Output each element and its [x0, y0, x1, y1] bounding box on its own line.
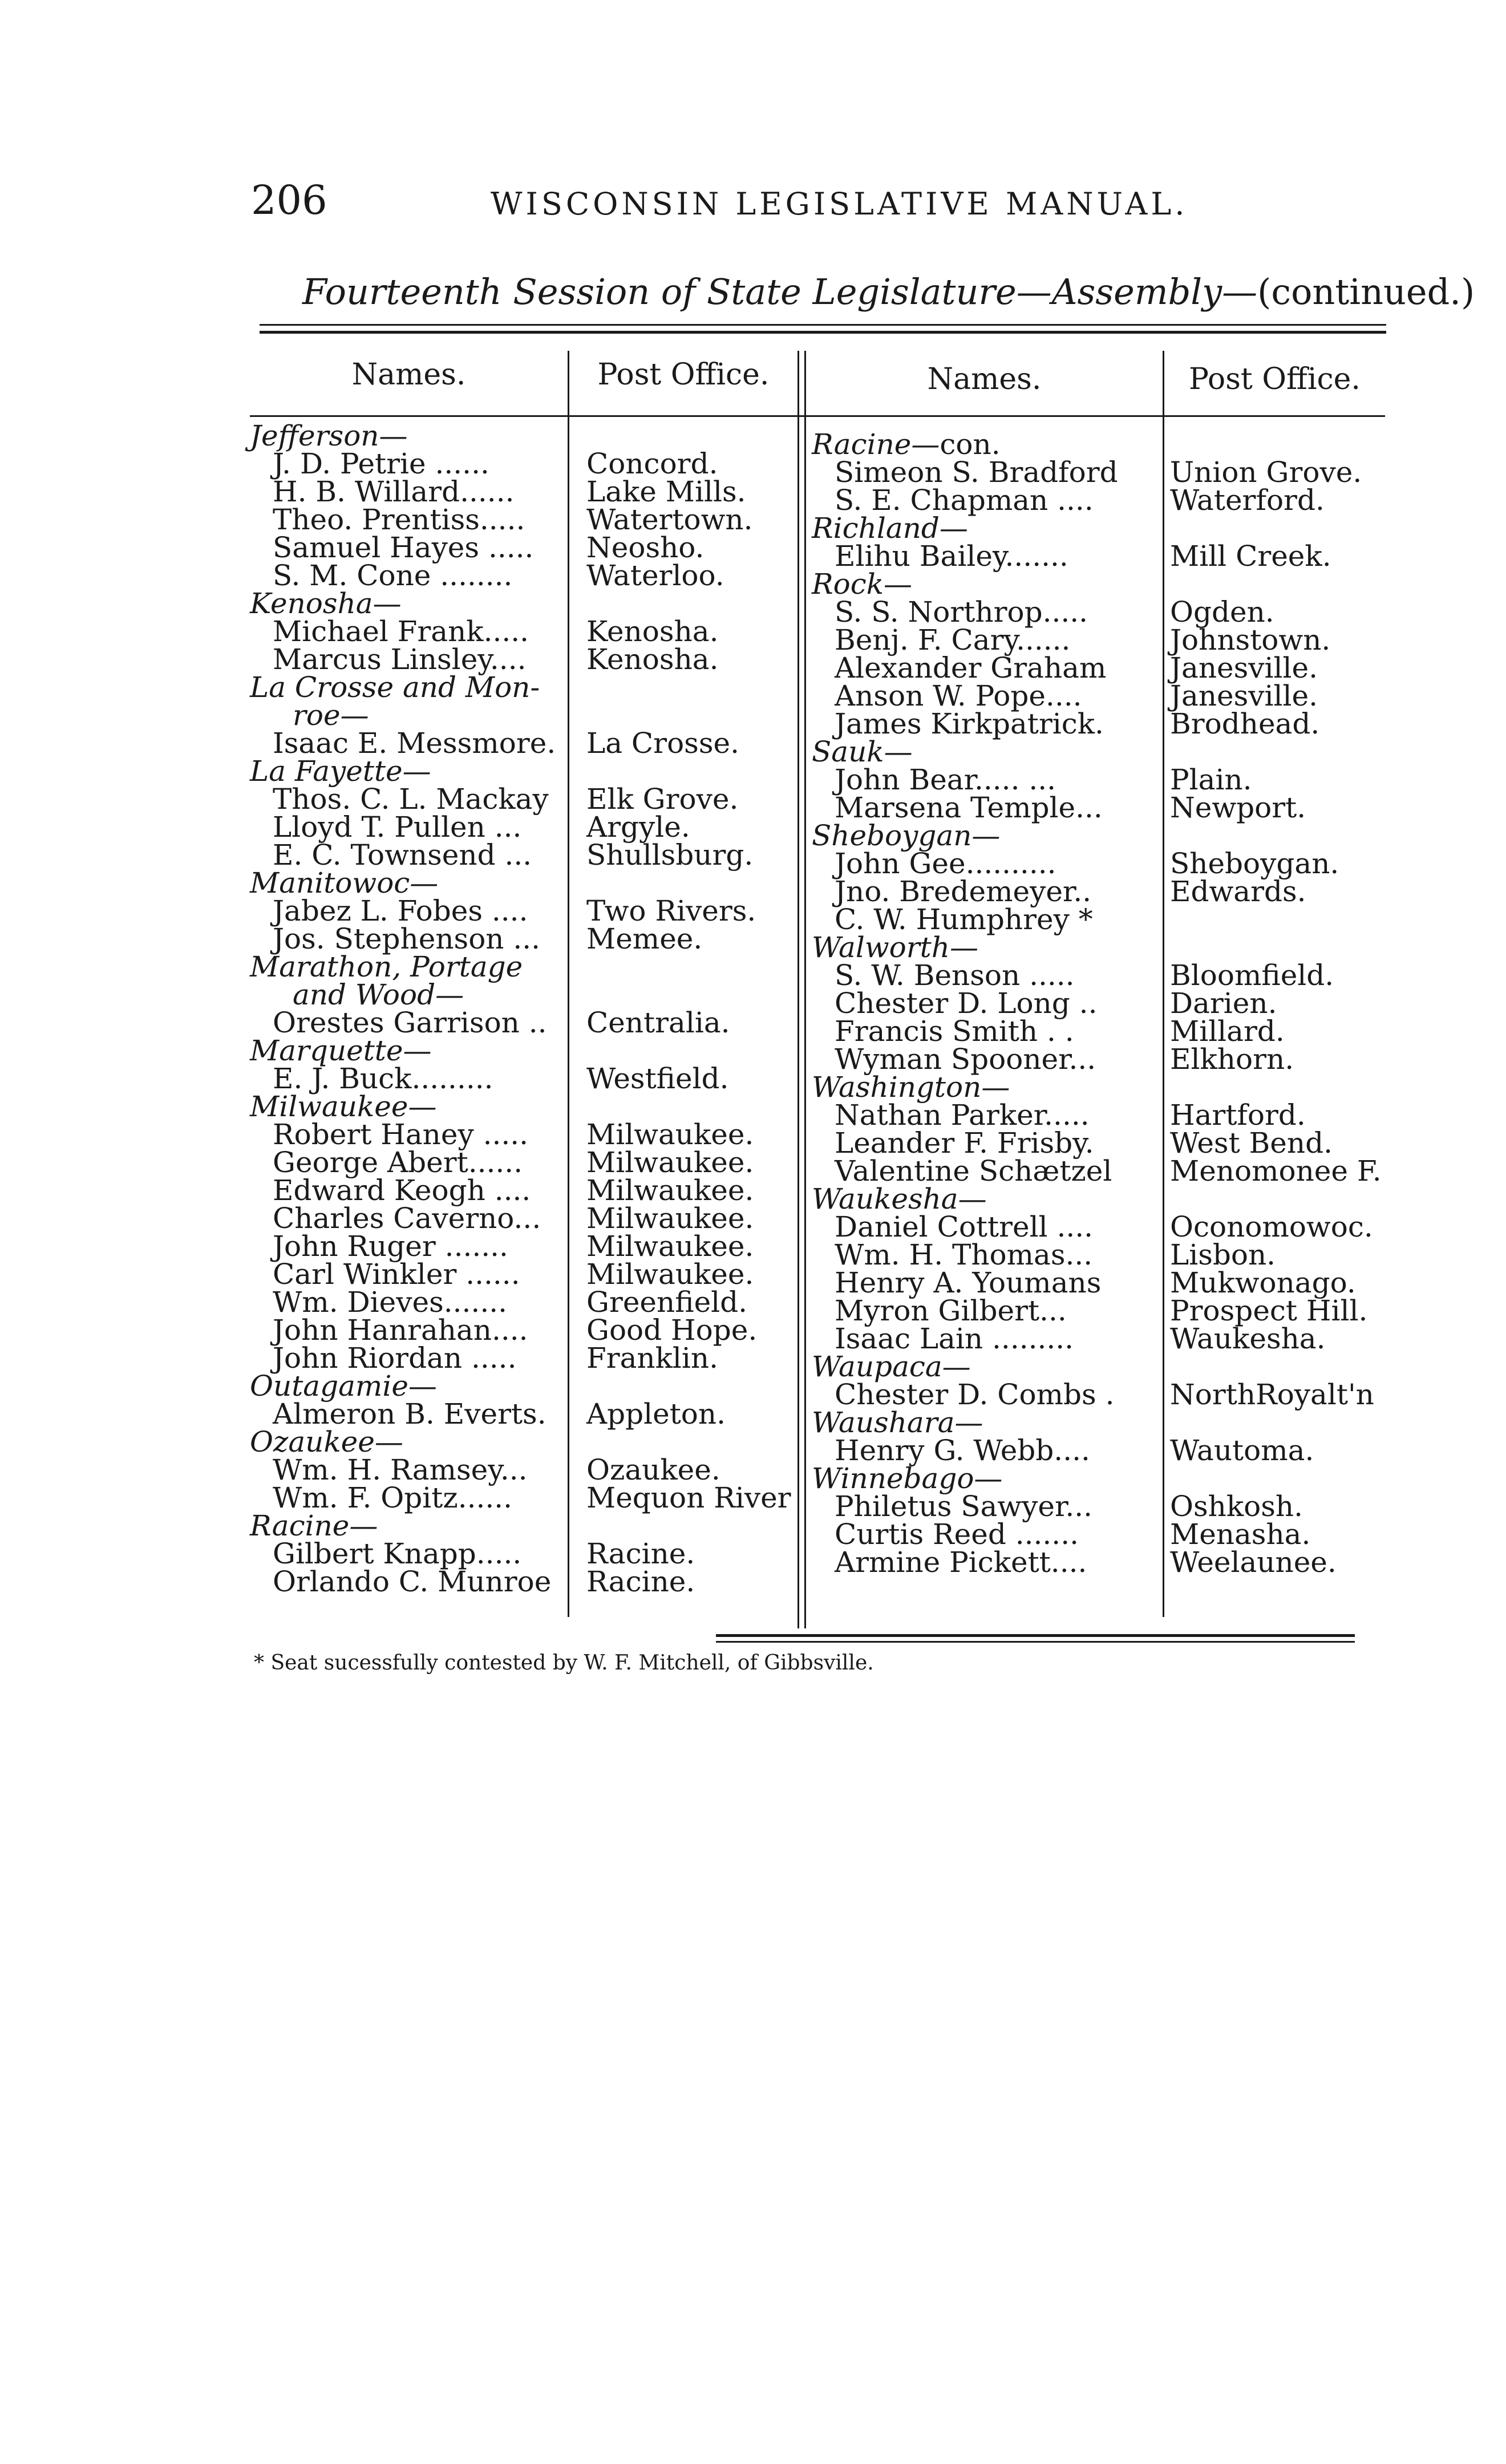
county-heading: [812, 1406, 1385, 1439]
member-name: Myron Gilbert...: [835, 1294, 1067, 1327]
post-office: Milwaukee.: [586, 1174, 754, 1207]
county-name: Waushara—: [812, 1406, 983, 1439]
member-row: [812, 987, 1385, 1020]
member-name: Carl Winkler ......: [273, 1258, 520, 1291]
county-name: Rock—: [812, 568, 913, 601]
member-row: [250, 1230, 797, 1263]
post-office: Milwaukee.: [586, 1230, 754, 1263]
county-name: La Crosse and Mon-: [250, 671, 540, 704]
member-row: [250, 838, 797, 872]
member-name: E. J. Buck.........: [273, 1062, 493, 1095]
member-row: [250, 1397, 797, 1430]
member-row: [250, 643, 797, 676]
post-office: Brodhead.: [1170, 707, 1320, 740]
member-name: Thos. C. L. Mackay: [273, 783, 549, 816]
county-heading: [812, 819, 1385, 852]
member-row: [812, 595, 1385, 629]
post-office: Mukwonago.: [1170, 1266, 1356, 1299]
member-row: [812, 875, 1385, 908]
county-continued: con.: [940, 428, 1001, 461]
post-office: Janesville.: [1170, 679, 1318, 712]
post-office: Johnstown.: [1170, 623, 1331, 656]
member-row: [250, 1342, 797, 1375]
member-name: J. D. Petrie ......: [273, 447, 489, 480]
county-heading: [250, 1034, 797, 1067]
post-office: Milwaukee.: [586, 1118, 754, 1151]
page-number: 206: [251, 177, 327, 224]
county-heading: [812, 512, 1385, 545]
county-heading: [812, 735, 1385, 768]
member-row: [250, 894, 797, 927]
member-row: [250, 727, 797, 760]
county-heading: [812, 1350, 1385, 1383]
member-name: John Bear..... ...: [835, 763, 1056, 796]
post-office: Milwaukee.: [586, 1146, 754, 1179]
member-row: [812, 1210, 1385, 1243]
county-name: Racine—: [250, 1509, 378, 1542]
member-name: Almeron B. Everts.: [273, 1397, 546, 1430]
member-name: Gilbert Knapp.....: [273, 1537, 522, 1570]
county-name: Ozaukee—: [250, 1425, 403, 1458]
member-name: Theo. Prentiss.....: [273, 503, 525, 536]
county-heading: [812, 1182, 1385, 1215]
post-office: Kenosha.: [586, 615, 719, 648]
member-row: [812, 456, 1385, 489]
post-office: Franklin.: [586, 1342, 718, 1375]
member-name: George Abert......: [273, 1146, 523, 1179]
member-name: Chester D. Combs .: [835, 1378, 1115, 1411]
post-office: Elk Grove.: [586, 783, 739, 816]
member-row: [812, 1294, 1385, 1327]
member-name: Orlando C. Munroe: [273, 1565, 552, 1598]
member-row: [250, 475, 797, 508]
post-office: Plain.: [1170, 763, 1252, 796]
member-name: Leander F. Frisby.: [835, 1126, 1094, 1160]
county-name: Winnebago—: [812, 1462, 1003, 1495]
member-name: John Gee..........: [835, 847, 1056, 880]
member-row: [812, 1518, 1385, 1551]
post-office: Waterford.: [1170, 484, 1325, 517]
county-heading: [250, 978, 797, 1011]
post-office: Darien.: [1170, 987, 1277, 1020]
member-row: [250, 922, 797, 955]
post-office: Waukesha.: [1170, 1322, 1326, 1355]
header-rule: [250, 415, 1385, 417]
post-office: La Crosse.: [586, 727, 739, 760]
member-row: [250, 1146, 797, 1179]
member-row: [812, 1043, 1385, 1076]
member-row: [250, 783, 797, 816]
member-name: Benj. F. Cary......: [835, 623, 1071, 656]
top-rule-thick: [260, 331, 1386, 334]
member-name: S. E. Chapman ....: [835, 484, 1094, 517]
county-name: Racine—con.: [812, 428, 1001, 461]
county-heading: [250, 1369, 797, 1403]
county-name: Waukesha—: [812, 1182, 987, 1215]
member-row: [812, 1434, 1385, 1467]
member-row: [812, 1378, 1385, 1411]
member-row: [812, 903, 1385, 936]
member-row: [250, 1314, 797, 1347]
post-office: Union Grove.: [1170, 456, 1362, 489]
member-row: [250, 1006, 797, 1039]
post-office: Waterloo.: [586, 559, 724, 592]
member-name: Wm. H. Thomas...: [835, 1238, 1093, 1271]
post-office: Good Hope.: [586, 1314, 758, 1347]
member-name: S. S. Northrop.....: [835, 595, 1088, 629]
member-name: Edward Keogh ....: [273, 1174, 531, 1207]
post-office: Hartford.: [1170, 1099, 1306, 1132]
post-office: Mill Creek.: [1170, 540, 1331, 573]
post-office: Bloomfield.: [1170, 959, 1334, 992]
member-name: S. M. Cone ........: [273, 559, 513, 592]
section-subtitle: [302, 271, 1475, 313]
member-row: [250, 1286, 797, 1319]
member-row: [250, 1565, 797, 1598]
member-row: [250, 1062, 797, 1095]
member-name: Armine Pickett....: [835, 1546, 1087, 1579]
member-row: [812, 623, 1385, 656]
post-office: Newport.: [1170, 791, 1306, 824]
member-row: [812, 707, 1385, 740]
county-name: Walworth—: [812, 931, 978, 964]
county-heading: [250, 950, 797, 983]
post-office: Millard.: [1170, 1015, 1285, 1048]
post-office: Ozaukee.: [586, 1453, 720, 1486]
member-name: Jos. Stephenson ...: [273, 922, 541, 955]
county-heading: [250, 699, 797, 732]
county-heading: [250, 1090, 797, 1123]
member-name: Anson W. Pope....: [835, 679, 1082, 712]
member-name: John Hanrahan....: [273, 1314, 528, 1347]
member-row: [812, 847, 1385, 880]
center-divider-a: [797, 351, 799, 1628]
member-row: [812, 679, 1385, 712]
member-row: [812, 791, 1385, 824]
member-row: [812, 1015, 1385, 1048]
county-name: Marquette—: [250, 1034, 432, 1067]
county-heading: [250, 1425, 797, 1458]
center-divider-b: [804, 351, 806, 1628]
post-office: Elkhorn.: [1170, 1043, 1294, 1076]
member-name: Charles Caverno...: [273, 1202, 541, 1235]
bottom-rule-thin: [716, 1641, 1355, 1643]
post-office: Edwards.: [1170, 875, 1306, 908]
right-entries: [812, 428, 1385, 1579]
county-heading: [250, 419, 797, 452]
member-name: Daniel Cottrell ....: [835, 1210, 1094, 1243]
member-name: C. W. Humphrey *: [835, 903, 1093, 936]
member-name: Chester D. Long ..: [835, 987, 1098, 1020]
member-name: Jabez L. Fobes ....: [273, 894, 528, 927]
post-office: Oconomowoc.: [1170, 1210, 1373, 1243]
county-name: and Wood—: [293, 978, 464, 1011]
member-name: Wyman Spooner...: [835, 1043, 1096, 1076]
post-office: Lake Mills.: [586, 475, 746, 508]
member-name: Valentine Schætzel: [835, 1154, 1112, 1188]
post-office: Greenfield.: [586, 1286, 748, 1319]
county-heading: [250, 755, 797, 788]
post-office: Lisbon.: [1170, 1238, 1276, 1271]
right-post-office-header: Post Office.: [1189, 362, 1361, 396]
member-row: [250, 559, 797, 592]
member-row: [250, 1453, 797, 1486]
member-row: [250, 1118, 797, 1151]
member-name: Elihu Bailey.......: [835, 540, 1068, 573]
member-name: Michael Frank.....: [273, 615, 529, 648]
member-name: Henry G. Webb....: [835, 1434, 1090, 1467]
member-row: [812, 1154, 1385, 1188]
post-office: Two Rivers.: [586, 894, 756, 927]
member-name: Isaac Lain .........: [835, 1322, 1074, 1355]
member-name: S. W. Benson .....: [835, 959, 1075, 992]
post-office: Prospect Hill.: [1170, 1294, 1368, 1327]
county-heading: [250, 866, 797, 899]
member-name: Marsena Temple...: [835, 791, 1103, 824]
member-row: [250, 810, 797, 844]
post-office: Menomonee F.: [1170, 1154, 1382, 1188]
post-office: Memee.: [586, 922, 703, 955]
county-heading: [250, 587, 797, 620]
member-row: [812, 1266, 1385, 1299]
member-name: Lloyd T. Pullen ...: [273, 810, 522, 844]
post-office: Milwaukee.: [586, 1202, 754, 1235]
page-header: [251, 177, 1380, 245]
member-row: [812, 1322, 1385, 1355]
member-row: [250, 1174, 797, 1207]
post-office: Weelaunee.: [1170, 1546, 1337, 1579]
post-office: Janesville.: [1170, 651, 1318, 684]
post-office: Menasha.: [1170, 1518, 1311, 1551]
post-office: Mequon River: [586, 1481, 791, 1514]
member-row: [812, 1099, 1385, 1132]
county-name: La Fayette—: [250, 755, 431, 788]
member-row: [250, 615, 797, 648]
member-row: [250, 1202, 797, 1235]
member-row: [250, 503, 797, 536]
member-row: [812, 763, 1385, 796]
member-name: Simeon S. Bradford: [835, 456, 1118, 489]
member-name: Marcus Linsley....: [273, 643, 527, 676]
member-row: [812, 651, 1385, 684]
member-name: Wm. F. Opitz......: [273, 1481, 513, 1514]
running-title: WISCONSIN LEGISLATIVE MANUAL.: [491, 186, 1188, 222]
county-name: Kenosha—: [250, 587, 402, 620]
county-name: Milwaukee—: [250, 1090, 437, 1123]
member-name: Alexander Graham: [835, 651, 1107, 684]
member-row: [812, 540, 1385, 573]
member-row: [812, 1546, 1385, 1579]
member-name: Jno. Bredemeyer..: [835, 875, 1092, 908]
member-name: Nathan Parker.....: [835, 1099, 1090, 1132]
post-office: Kenosha.: [586, 643, 719, 676]
member-name: Isaac E. Messmore.: [273, 727, 556, 760]
member-name: Francis Smith . .: [835, 1015, 1074, 1048]
member-name: Wm. H. Ramsey...: [273, 1453, 528, 1486]
post-office: Argyle.: [586, 810, 690, 844]
county-name: roe—: [293, 699, 369, 732]
member-name: Henry A. Youmans: [835, 1266, 1102, 1299]
county-name: Jefferson—: [250, 419, 408, 452]
post-office: Neosho.: [586, 531, 705, 564]
member-name: Wm. Dieves.......: [273, 1286, 508, 1319]
post-office: Concord.: [586, 447, 718, 480]
post-office: Ogden.: [1170, 595, 1274, 629]
county-heading: [812, 568, 1385, 601]
post-office: Centralia.: [586, 1006, 730, 1039]
member-row: [812, 1238, 1385, 1271]
member-row: [250, 1258, 797, 1291]
post-office: Wautoma.: [1170, 1434, 1314, 1467]
county-name: Waupaca—: [812, 1350, 971, 1383]
top-rule-thin: [260, 324, 1386, 326]
county-heading: [812, 931, 1385, 964]
member-name: Philetus Sawyer...: [835, 1490, 1093, 1523]
county-heading: [812, 1462, 1385, 1495]
post-office: Milwaukee.: [586, 1258, 754, 1291]
post-office: Westfield.: [586, 1062, 729, 1095]
member-name: E. C. Townsend ...: [273, 838, 532, 872]
member-row: [812, 1490, 1385, 1523]
county-name: Richland—: [812, 512, 968, 545]
bottom-rule-thick: [716, 1634, 1355, 1637]
post-office: Appleton.: [586, 1397, 726, 1430]
county-name: Manitowoc—: [250, 866, 439, 899]
member-row: [812, 1126, 1385, 1160]
county-name: Sheboygan—: [812, 819, 1001, 852]
right-names-header: Names.: [927, 362, 1042, 396]
member-row: [250, 1481, 797, 1514]
member-name: H. B. Willard......: [273, 475, 515, 508]
member-row: [812, 959, 1385, 992]
post-office: Racine.: [586, 1537, 695, 1570]
member-name: Orestes Garrison ..: [273, 1006, 547, 1039]
post-office: Oshkosh.: [1170, 1490, 1303, 1523]
left-names-header: Names.: [351, 358, 466, 392]
county-heading: [812, 1071, 1385, 1104]
county-name: Marathon, Portage: [250, 950, 523, 983]
member-name: James Kirkpatrick.: [835, 707, 1104, 740]
county-name: Washington—: [812, 1071, 1010, 1104]
post-office: Sheboygan.: [1170, 847, 1339, 880]
member-row: [250, 1537, 797, 1570]
member-row: [812, 484, 1385, 517]
members-table: [250, 351, 1385, 1628]
left-entries: [250, 419, 797, 1598]
post-office: Racine.: [586, 1565, 695, 1598]
county-name: Sauk—: [812, 735, 913, 768]
member-name: Robert Haney .....: [273, 1118, 529, 1151]
county-name: Outagamie—: [250, 1369, 437, 1403]
post-office: Shullsburg.: [586, 838, 754, 872]
member-row: [250, 531, 797, 564]
member-name: Curtis Reed .......: [835, 1518, 1079, 1551]
left-post-office-header: Post Office.: [597, 358, 770, 392]
member-row: [250, 447, 797, 480]
county-heading: [812, 428, 1385, 461]
member-name: John Ruger .......: [273, 1230, 508, 1263]
post-office: West Bend.: [1170, 1126, 1333, 1160]
county-heading: [250, 1509, 797, 1542]
subtitle-text: Fourteenth Session of State Legislature—Assembly—: [302, 271, 1258, 313]
member-name: John Riordan .....: [273, 1342, 517, 1375]
subtitle-continued: (continued.): [1257, 271, 1475, 313]
post-office: Watertown.: [586, 503, 753, 536]
post-office: NorthRoyalt'n: [1170, 1378, 1374, 1411]
member-name: Samuel Hayes .....: [273, 531, 534, 564]
footnote: * Seat sucessfully contested by W. F. Mitchell, of Gibbsville.: [254, 1651, 874, 1675]
county-heading: [250, 671, 797, 704]
